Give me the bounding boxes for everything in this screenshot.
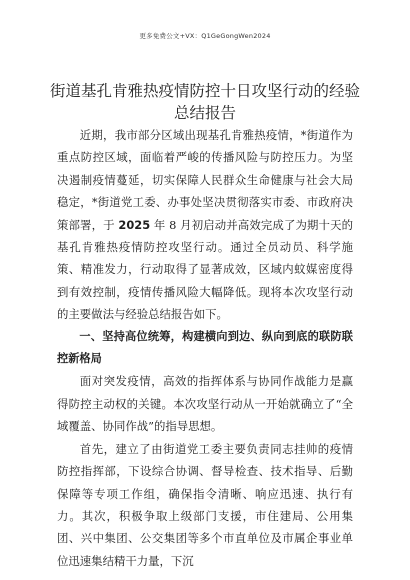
body-paragraph-1: 面对突发疫情，高效的指挥体系与协同作战能力是赢得防控主动权的关键。本次攻坚行动从一开始就确立了“全域覆盖、协同作战”的指导思想。 [57, 374, 353, 434]
section-heading-1: 一、坚持高位统筹，构建横向到边、纵向到底的联防联控新格局 [57, 329, 353, 366]
intro-text-1: 近期，我市部分区域出现基孔肯雅热疫情，*街道作为重点防控区域，面临着严峻的传播风险与防控压力。为坚决遏制疫情蔓延，切实保障人民群众生命健康与社会大局稳定，*街道党工委、办事处坚决贯彻落实市委、市政府决策部署，于 [57, 128, 353, 232]
header-note: 更多免费公文+VX：Q1GeGongWen2024 [139, 32, 271, 40]
document-title: 街道基孔肯雅热疫情防控十日攻坚行动的经验总结报告 [50, 82, 361, 122]
intro-text-2: 年 8 月初启动并高效完成了为期十天的基孔肯雅热疫情防控攻坚行动。通过全员动员、科学施策、精准发力，行动取得了显著成效，区域内蚊媒密度得到有效控制，疫情传播风险大幅降低。现将本次攻坚行动的主要做法与经验总结报告如下。 [57, 217, 353, 322]
intro-paragraph [57, 124, 353, 326]
document-body [57, 124, 353, 572]
body-paragraph-2: 首先，建立了由街道党工委主要负责同志挂帅的疫情防控指挥部，下设综合协调、督导检查、技术指导、后勤保障等专项工作组，确保指令清晰、响应迅速、执行有力。其次，积极争取上级部门支援，市住建局、公用集团、兴中集团、公交集团等多个市直单位及市属企事业单位迅速集结精干力量，下沉 [57, 441, 353, 568]
year-number: 2025 [118, 217, 151, 232]
